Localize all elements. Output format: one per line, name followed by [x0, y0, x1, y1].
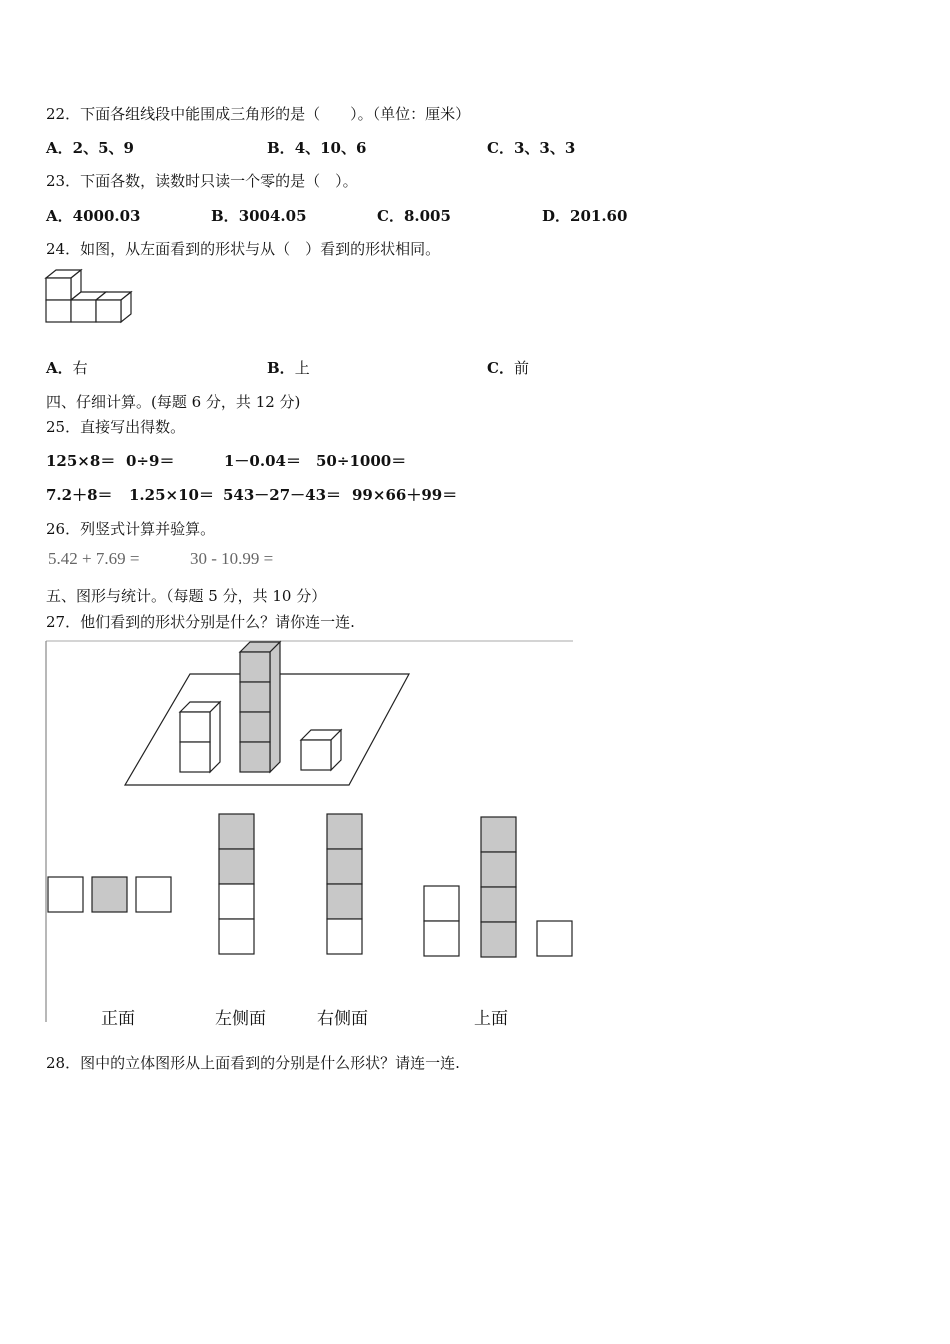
- q25-calc-6: 1.25×10＝: [129, 486, 214, 504]
- top-view: [424, 817, 572, 957]
- option-key: C．: [487, 359, 514, 377]
- q22-option-c: [487, 137, 575, 158]
- section-5-title: 五、图形与统计。（每题 5 分，共 10 分）: [46, 587, 327, 605]
- label-front: 正面: [101, 1009, 135, 1028]
- q27-figure: [45, 640, 575, 1025]
- option-text: 8.005: [403, 207, 451, 225]
- q25-calc-1: 125×8＝: [46, 452, 116, 470]
- option-text: 4、10、6: [294, 139, 367, 157]
- q24-option-b: [267, 357, 310, 378]
- option-text: 右: [72, 359, 88, 377]
- option-text: 3004.05: [238, 207, 307, 225]
- q23-option-b: [211, 205, 307, 226]
- left-stack: [180, 702, 220, 772]
- label-right-side: 右侧面: [317, 1009, 368, 1028]
- q26-expr-1: 5.42 + 7.69 =: [48, 549, 140, 568]
- q25-calc-8: 99×66＋99＝: [352, 486, 458, 504]
- q22-option-a: [46, 137, 134, 158]
- right-cube: [301, 730, 341, 770]
- q25-calc-2: 0÷9＝: [126, 452, 175, 470]
- option-key: A．: [46, 139, 73, 157]
- option-key: B．: [267, 139, 295, 157]
- q24-cube-figure: [44, 268, 136, 326]
- option-key: B．: [267, 359, 295, 377]
- option-text: 2、5、9: [72, 139, 134, 157]
- q24-option-c: [487, 357, 529, 378]
- q26-expr-2: 30 - 10.99 =: [190, 549, 274, 568]
- tall-stack: [240, 642, 280, 772]
- q24-stem: 24．如图，从左面看到的形状与从（ ）看到的形状相同。: [46, 240, 441, 258]
- q26-stem: 26．列竖式计算并验算。: [46, 520, 216, 538]
- q23-option-a: [46, 205, 141, 226]
- option-text: 201.60: [570, 207, 628, 225]
- q22-option-b: [267, 137, 366, 158]
- option-text: 前: [513, 359, 529, 377]
- right-side-view: [327, 814, 362, 954]
- q24-option-a: [46, 357, 88, 378]
- option-key: C．: [377, 207, 404, 225]
- q25-calc-3: 1－0.04＝: [224, 452, 301, 470]
- option-text: 4000.03: [72, 207, 141, 225]
- q25-calc-4: 50÷1000＝: [316, 452, 407, 470]
- q27-stem: 27．他们看到的形状分别是什么？请你连一连.: [46, 613, 355, 631]
- option-key: C．: [487, 139, 514, 157]
- option-key: B．: [211, 207, 239, 225]
- label-top: 上面: [474, 1009, 508, 1028]
- q23-option-c: [377, 205, 451, 226]
- q25-stem: 25．直接写出得数。: [46, 418, 186, 436]
- q22-stem: 22．下面各组线段中能围成三角形的是（ ）。（单位：厘米）: [46, 105, 471, 123]
- q25-calc-5: 7.2＋8＝: [46, 486, 113, 504]
- front-view: [48, 877, 171, 912]
- label-left-side: 左侧面: [215, 1009, 266, 1028]
- q25-calc-7: 543－27－43＝: [223, 486, 342, 504]
- q23-stem: 23．下面各数，读数时只读一个零的是（ ）。: [46, 172, 358, 190]
- option-text: 上: [294, 359, 310, 377]
- q23-option-d: [542, 205, 627, 226]
- section-4-title: 四、仔细计算。(每题 6 分，共 12 分): [46, 393, 301, 411]
- option-text: 3、3、3: [513, 139, 576, 157]
- option-key: A．: [46, 207, 73, 225]
- option-key: A．: [46, 359, 73, 377]
- left-side-view: [219, 814, 254, 954]
- option-key: D．: [542, 207, 571, 225]
- q28-stem: 28．图中的立体图形从上面看到的分别是什么形状？请连一连.: [46, 1054, 460, 1072]
